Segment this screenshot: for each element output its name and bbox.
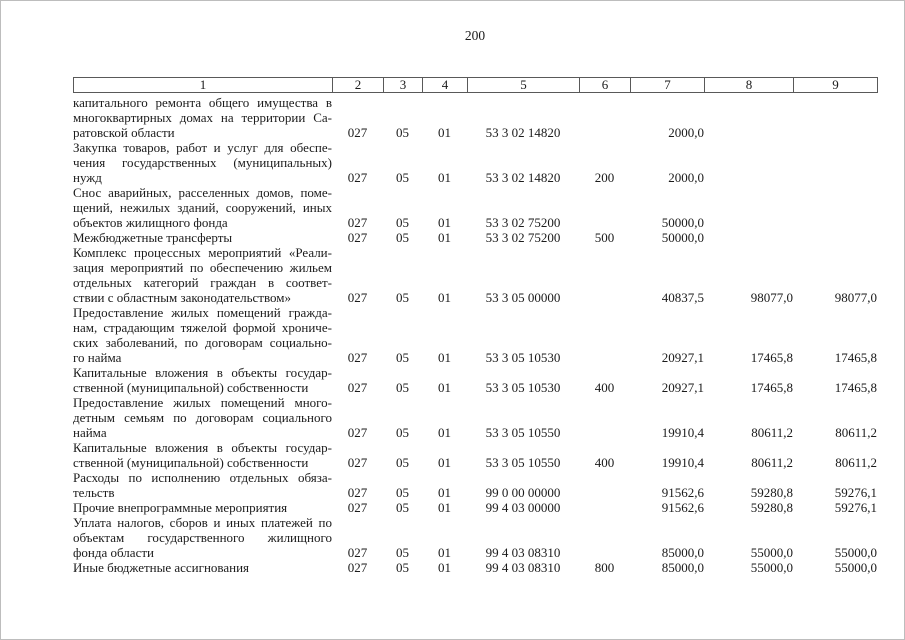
cell-col6: 200 (594, 170, 615, 185)
budget-table (73, 95, 877, 575)
cell-col2: 027 (347, 485, 368, 500)
description-line: ствии с областным законодательством» (73, 290, 291, 305)
cell-col4: 01 (438, 290, 451, 305)
description-line: найма (73, 425, 107, 440)
table-row (73, 365, 877, 395)
description-line: ственной (муниципальной) собственности (73, 455, 309, 470)
cell-col9: 98077,0 (834, 290, 877, 305)
cell-col6: 500 (594, 230, 615, 245)
cell-col5: 53 3 02 75200 (485, 215, 561, 230)
cell-col3: 05 (396, 170, 409, 185)
cell-col2: 027 (347, 290, 368, 305)
cell-col6: 400 (594, 455, 615, 470)
description-line: Закупка товаров, работ и услуг для обеспе- (73, 140, 332, 155)
description-line: ратовской области (73, 125, 175, 140)
cell-col3: 05 (396, 230, 409, 245)
cell-col5: 53 3 05 10550 (485, 455, 561, 470)
cell-col4: 01 (438, 455, 451, 470)
table-row (73, 515, 877, 560)
row-description (73, 515, 332, 560)
description-line: ственной (муниципальной) собственности (73, 380, 309, 395)
cell-col8: 55000,0 (750, 560, 793, 575)
cell-col8: 59280,8 (750, 485, 793, 500)
row-description (73, 440, 332, 470)
cell-col2: 027 (347, 170, 368, 185)
row-description (73, 230, 332, 245)
cell-col3: 05 (396, 125, 409, 140)
cell-col7: 50000,0 (661, 230, 704, 245)
cell-col3: 05 (396, 425, 409, 440)
table-row (73, 395, 877, 440)
cell-col5: 99 4 03 00000 (485, 500, 561, 515)
cell-col3: 05 (396, 290, 409, 305)
row-description (73, 140, 332, 185)
cell-col7: 19910,4 (661, 425, 704, 440)
cell-col9: 55000,0 (834, 545, 877, 560)
cell-col6 (579, 185, 630, 230)
cell-col8: 17465,8 (750, 350, 793, 365)
cell-col2: 027 (347, 425, 368, 440)
table-header-row (73, 77, 878, 93)
cell-col7: 85000,0 (661, 560, 704, 575)
cell-col7: 2000,0 (668, 170, 704, 185)
cell-col4: 01 (438, 125, 451, 140)
cell-col9: 17465,8 (834, 350, 877, 365)
cell-col5: 99 4 03 08310 (485, 560, 561, 575)
description-line: Межбюджетные трансферты (73, 230, 233, 245)
description-line: объектов жилищного фонда (73, 215, 228, 230)
description-line: Расходы по исполнению отдельных обяза- (73, 470, 332, 485)
table-row (73, 560, 877, 575)
description-line: отдельных категорий граждан в соответ- (73, 275, 332, 290)
cell-col6 (579, 395, 630, 440)
row-description (73, 395, 332, 440)
description-line: зация мероприятий по обеспечению жильем (73, 260, 332, 275)
table-row (73, 140, 877, 185)
cell-col7: 91562,6 (661, 485, 704, 500)
cell-col5: 53 3 02 75200 (485, 230, 561, 245)
cell-col9 (793, 95, 877, 140)
cell-col5: 99 0 00 00000 (485, 485, 561, 500)
column-header: 6 (580, 78, 631, 93)
row-description (73, 365, 332, 395)
cell-col2: 027 (347, 215, 368, 230)
cell-col7: 50000,0 (661, 215, 704, 230)
table-row (73, 500, 877, 515)
cell-col6: 400 (594, 380, 615, 395)
cell-col5: 53 3 02 14820 (485, 170, 561, 185)
description-line: Предоставление жилых помещений много- (73, 395, 332, 410)
description-line: ских заболеваний, по договорам социально- (73, 335, 332, 350)
cell-col7: 19910,4 (661, 455, 704, 470)
cell-col9: 80611,2 (835, 455, 877, 470)
cell-col3: 05 (396, 500, 409, 515)
cell-col6 (579, 305, 630, 365)
cell-col2: 027 (347, 230, 368, 245)
cell-col7: 91562,6 (661, 500, 704, 515)
row-description (73, 95, 332, 140)
cell-col9: 80611,2 (835, 425, 877, 440)
description-line: го найма (73, 350, 122, 365)
row-description (73, 245, 332, 305)
column-header: 1 (74, 78, 333, 93)
cell-col3: 05 (396, 350, 409, 365)
cell-col8 (704, 140, 793, 185)
cell-col4: 01 (438, 425, 451, 440)
description-line: чения государственных (муниципальных) (73, 155, 332, 170)
cell-col4: 01 (438, 500, 451, 515)
cell-col4: 01 (438, 545, 451, 560)
cell-col2: 027 (347, 500, 368, 515)
cell-col7: 2000,0 (668, 125, 704, 140)
description-line: тельств (73, 485, 115, 500)
description-line: фонда области (73, 545, 154, 560)
cell-col2: 027 (347, 350, 368, 365)
description-line: Уплата налогов, сборов и иных платежей по (73, 515, 332, 530)
column-header: 2 (333, 78, 384, 93)
description-line: нам, страдающим тяжелой формой хрониче- (73, 320, 332, 335)
cell-col2: 027 (347, 545, 368, 560)
cell-col3: 05 (396, 485, 409, 500)
table-row (73, 470, 877, 500)
description-line: объектам государственного жилищного (73, 530, 332, 545)
cell-col4: 01 (438, 215, 451, 230)
cell-col4: 01 (438, 350, 451, 365)
cell-col9 (793, 185, 877, 230)
cell-col2: 027 (347, 455, 368, 470)
cell-col9 (793, 140, 877, 185)
cell-col5: 53 3 05 10530 (485, 350, 561, 365)
description-line: Иные бюджетные ассигнования (73, 560, 250, 575)
cell-col4: 01 (438, 230, 451, 245)
table-row (73, 305, 877, 365)
cell-col8 (704, 95, 793, 140)
cell-col3: 05 (396, 215, 409, 230)
column-header: 4 (423, 78, 468, 93)
cell-col4: 01 (438, 380, 451, 395)
cell-col7: 20927,1 (661, 380, 704, 395)
column-header: 8 (705, 78, 794, 93)
table-row (73, 230, 877, 245)
description-line: Капитальные вложения в объекты государ- (73, 440, 332, 455)
cell-col5: 53 3 05 10530 (485, 380, 561, 395)
description-line: Предоставление жилых помещений гражда- (73, 305, 332, 320)
table-row (73, 95, 877, 140)
page-number: 200 (464, 28, 486, 43)
column-headers (74, 78, 878, 93)
description-line: капитального ремонта общего имущества в (73, 95, 332, 110)
column-header: 3 (384, 78, 423, 93)
cell-col8 (704, 230, 793, 245)
table-row (73, 185, 877, 230)
cell-col7: 40837,5 (661, 290, 704, 305)
row-description (73, 305, 332, 365)
cell-col2: 027 (347, 380, 368, 395)
description-line: Снос аварийных, расселенных домов, поме- (73, 185, 332, 200)
column-header: 7 (631, 78, 705, 93)
cell-col5: 53 3 05 00000 (485, 290, 561, 305)
cell-col4: 01 (438, 560, 451, 575)
column-header: 9 (794, 78, 878, 93)
cell-col9 (793, 230, 877, 245)
cell-col8: 80611,2 (751, 425, 793, 440)
cell-col7: 85000,0 (661, 545, 704, 560)
cell-col4: 01 (438, 485, 451, 500)
row-description (73, 470, 332, 500)
cell-col8: 80611,2 (751, 455, 793, 470)
cell-col6 (579, 95, 630, 140)
description-line: щений, нежилых зданий, сооружений, иных (73, 200, 332, 215)
cell-col2: 027 (347, 125, 368, 140)
row-description (73, 500, 332, 515)
description-line: Комплекс процессных мероприятий «Реали- (73, 245, 332, 260)
cell-col8: 17465,8 (750, 380, 793, 395)
cell-col3: 05 (396, 380, 409, 395)
cell-col3: 05 (396, 560, 409, 575)
cell-col9: 59276,1 (834, 500, 877, 515)
cell-col7: 20927,1 (661, 350, 704, 365)
cell-col6 (579, 500, 630, 515)
cell-col6 (579, 515, 630, 560)
table-row (73, 245, 877, 305)
description-line: нужд (73, 170, 102, 185)
cell-col2: 027 (347, 560, 368, 575)
cell-col9: 17465,8 (834, 380, 877, 395)
cell-col8: 59280,8 (750, 500, 793, 515)
cell-col8: 98077,0 (750, 290, 793, 305)
cell-col3: 05 (396, 455, 409, 470)
description-line: детным семьям по договорам социального (73, 410, 332, 425)
description-line: Прочие внепрограммные мероприятия (73, 500, 288, 515)
cell-col5: 53 3 05 10550 (485, 425, 561, 440)
cell-col6: 800 (594, 560, 615, 575)
cell-col8 (704, 185, 793, 230)
cell-col6 (579, 470, 630, 500)
cell-col6 (579, 245, 630, 305)
cell-col9: 55000,0 (834, 560, 877, 575)
row-description (73, 560, 332, 575)
cell-col4: 01 (438, 170, 451, 185)
cell-col9: 59276,1 (834, 485, 877, 500)
cell-col8: 55000,0 (750, 545, 793, 560)
cell-col5: 53 3 02 14820 (485, 125, 561, 140)
table-row (73, 440, 877, 470)
cell-col3: 05 (396, 545, 409, 560)
cell-col5: 99 4 03 08310 (485, 545, 561, 560)
column-header: 5 (468, 78, 580, 93)
description-line: многоквартирных домах на территории Са- (73, 110, 332, 125)
description-line: Капитальные вложения в объекты государ- (73, 365, 332, 380)
row-description (73, 185, 332, 230)
